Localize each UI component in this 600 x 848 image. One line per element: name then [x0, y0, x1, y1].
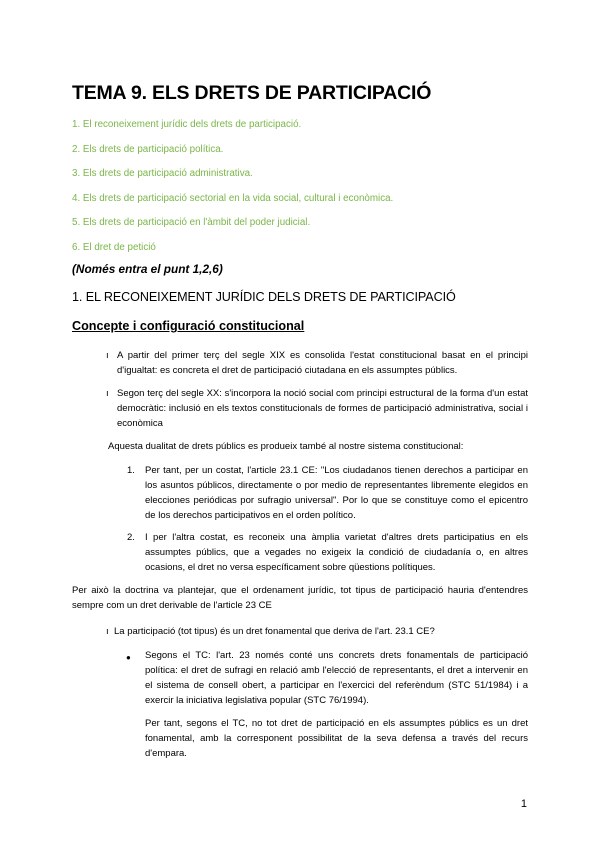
- toc-item-3[interactable]: 3. Els drets de participació administrativa.: [72, 168, 253, 179]
- bullet-item-2: Segon terç del segle XX: s'incorpora la noció social com principi estructural de la forma d'un estat democràtic: inclusió en els textos constitucionals de formes de participació administrativa, social i econòmica: [117, 388, 528, 429]
- question-marker: ı: [106, 626, 109, 637]
- dualitat-paragraph: Aquesta dualitat de drets públics es produeix també al nostre sistema constitucional:: [108, 441, 464, 452]
- page-number: 1: [520, 798, 527, 810]
- table-of-contents: [72, 118, 393, 265]
- question-paragraph: La participació (tot tipus) és un dret fonamental que deriva de l'art. 23.1 CE?: [114, 626, 435, 637]
- tc-paragraph-2: Per tant, segons el TC, no tot dret de participació en els assumptes públics es un dret fonamental, amb la corresponent possibilitat de la seva defensa a través del recurs d'empara.: [145, 718, 528, 759]
- toc-item-6[interactable]: 6. El dret de petició: [72, 241, 156, 253]
- scope-note: (Només entra el punt 1,2,6): [72, 262, 223, 276]
- document-title: TEMA 9. ELS DRETS DE PARTICIPACIÓ: [72, 82, 432, 104]
- section-heading: 1. EL RECONEIXEMENT JURÍDIC DELS DRETS DE PARTICIPACIÓ: [72, 290, 456, 304]
- doctrina-paragraph: Per això la doctrina va plantejar, que el ordenament jurídic, tot tipus de participació hauria d'entendres sempre com un dret derivable de l'article 23 CE: [72, 585, 528, 611]
- toc-item-5[interactable]: 5. Els drets de participació en l'àmbit del poder judicial.: [72, 217, 311, 228]
- dot-marker: ●: [126, 653, 131, 662]
- toc-item-1[interactable]: 1. El reconeixement jurídic dels drets de participació.: [72, 119, 302, 130]
- bullet-item-1: A partir del primer terç del segle XIX es consolida l'estat constitucional basat en el principi d'igualtat: es concreta el dret de participació ciutadana en els assumptes públics.: [117, 350, 528, 376]
- tc-paragraph-1: Segons el TC: l'art. 23 només conté uns concrets drets fonamentals de participació política: el dret de sufragi en relació amb l'elecció de representants, el dret a intervenir en el sistema de consell obert, a participar en l'exercici del referèndum (STC 51/1984) i a exercir la iniciativa legislativa popular (STC 76/1994).: [145, 650, 528, 706]
- bullet-marker-2: ı: [106, 388, 109, 399]
- subsection-heading: Concepte i configuració constitucional: [72, 319, 305, 333]
- toc-item-4[interactable]: 4. Els drets de participació sectorial en la vida social, cultural i econòmica.: [72, 192, 394, 204]
- numbered-item-2: I per l'altra costat, es reconeix una àmplia varietat d'altres drets participatius en els assumptes públics, que a vegades no exigeix la condició de ciudadanía o, en altres ocasions, el dret no versa específicament sobre qüestions polítiques.: [145, 532, 528, 573]
- bullet-marker-1: ı: [106, 350, 109, 361]
- numbered-marker-1: 1.: [127, 465, 135, 476]
- toc-item-2[interactable]: 2. Els drets de participació política.: [72, 143, 224, 155]
- numbered-item-1: Per tant, per un costat, l'article 23.1 CE: "Los ciudadanos tienen derechos a participar en los asuntos públicos, directamente o por medio de representantes libremente elegidos en elecciones periódicas por sufragio universal". Por lo que se constituye como el epicentro de los derechos participativos en el orden político.: [145, 465, 528, 521]
- numbered-marker-2: 2.: [127, 532, 135, 543]
